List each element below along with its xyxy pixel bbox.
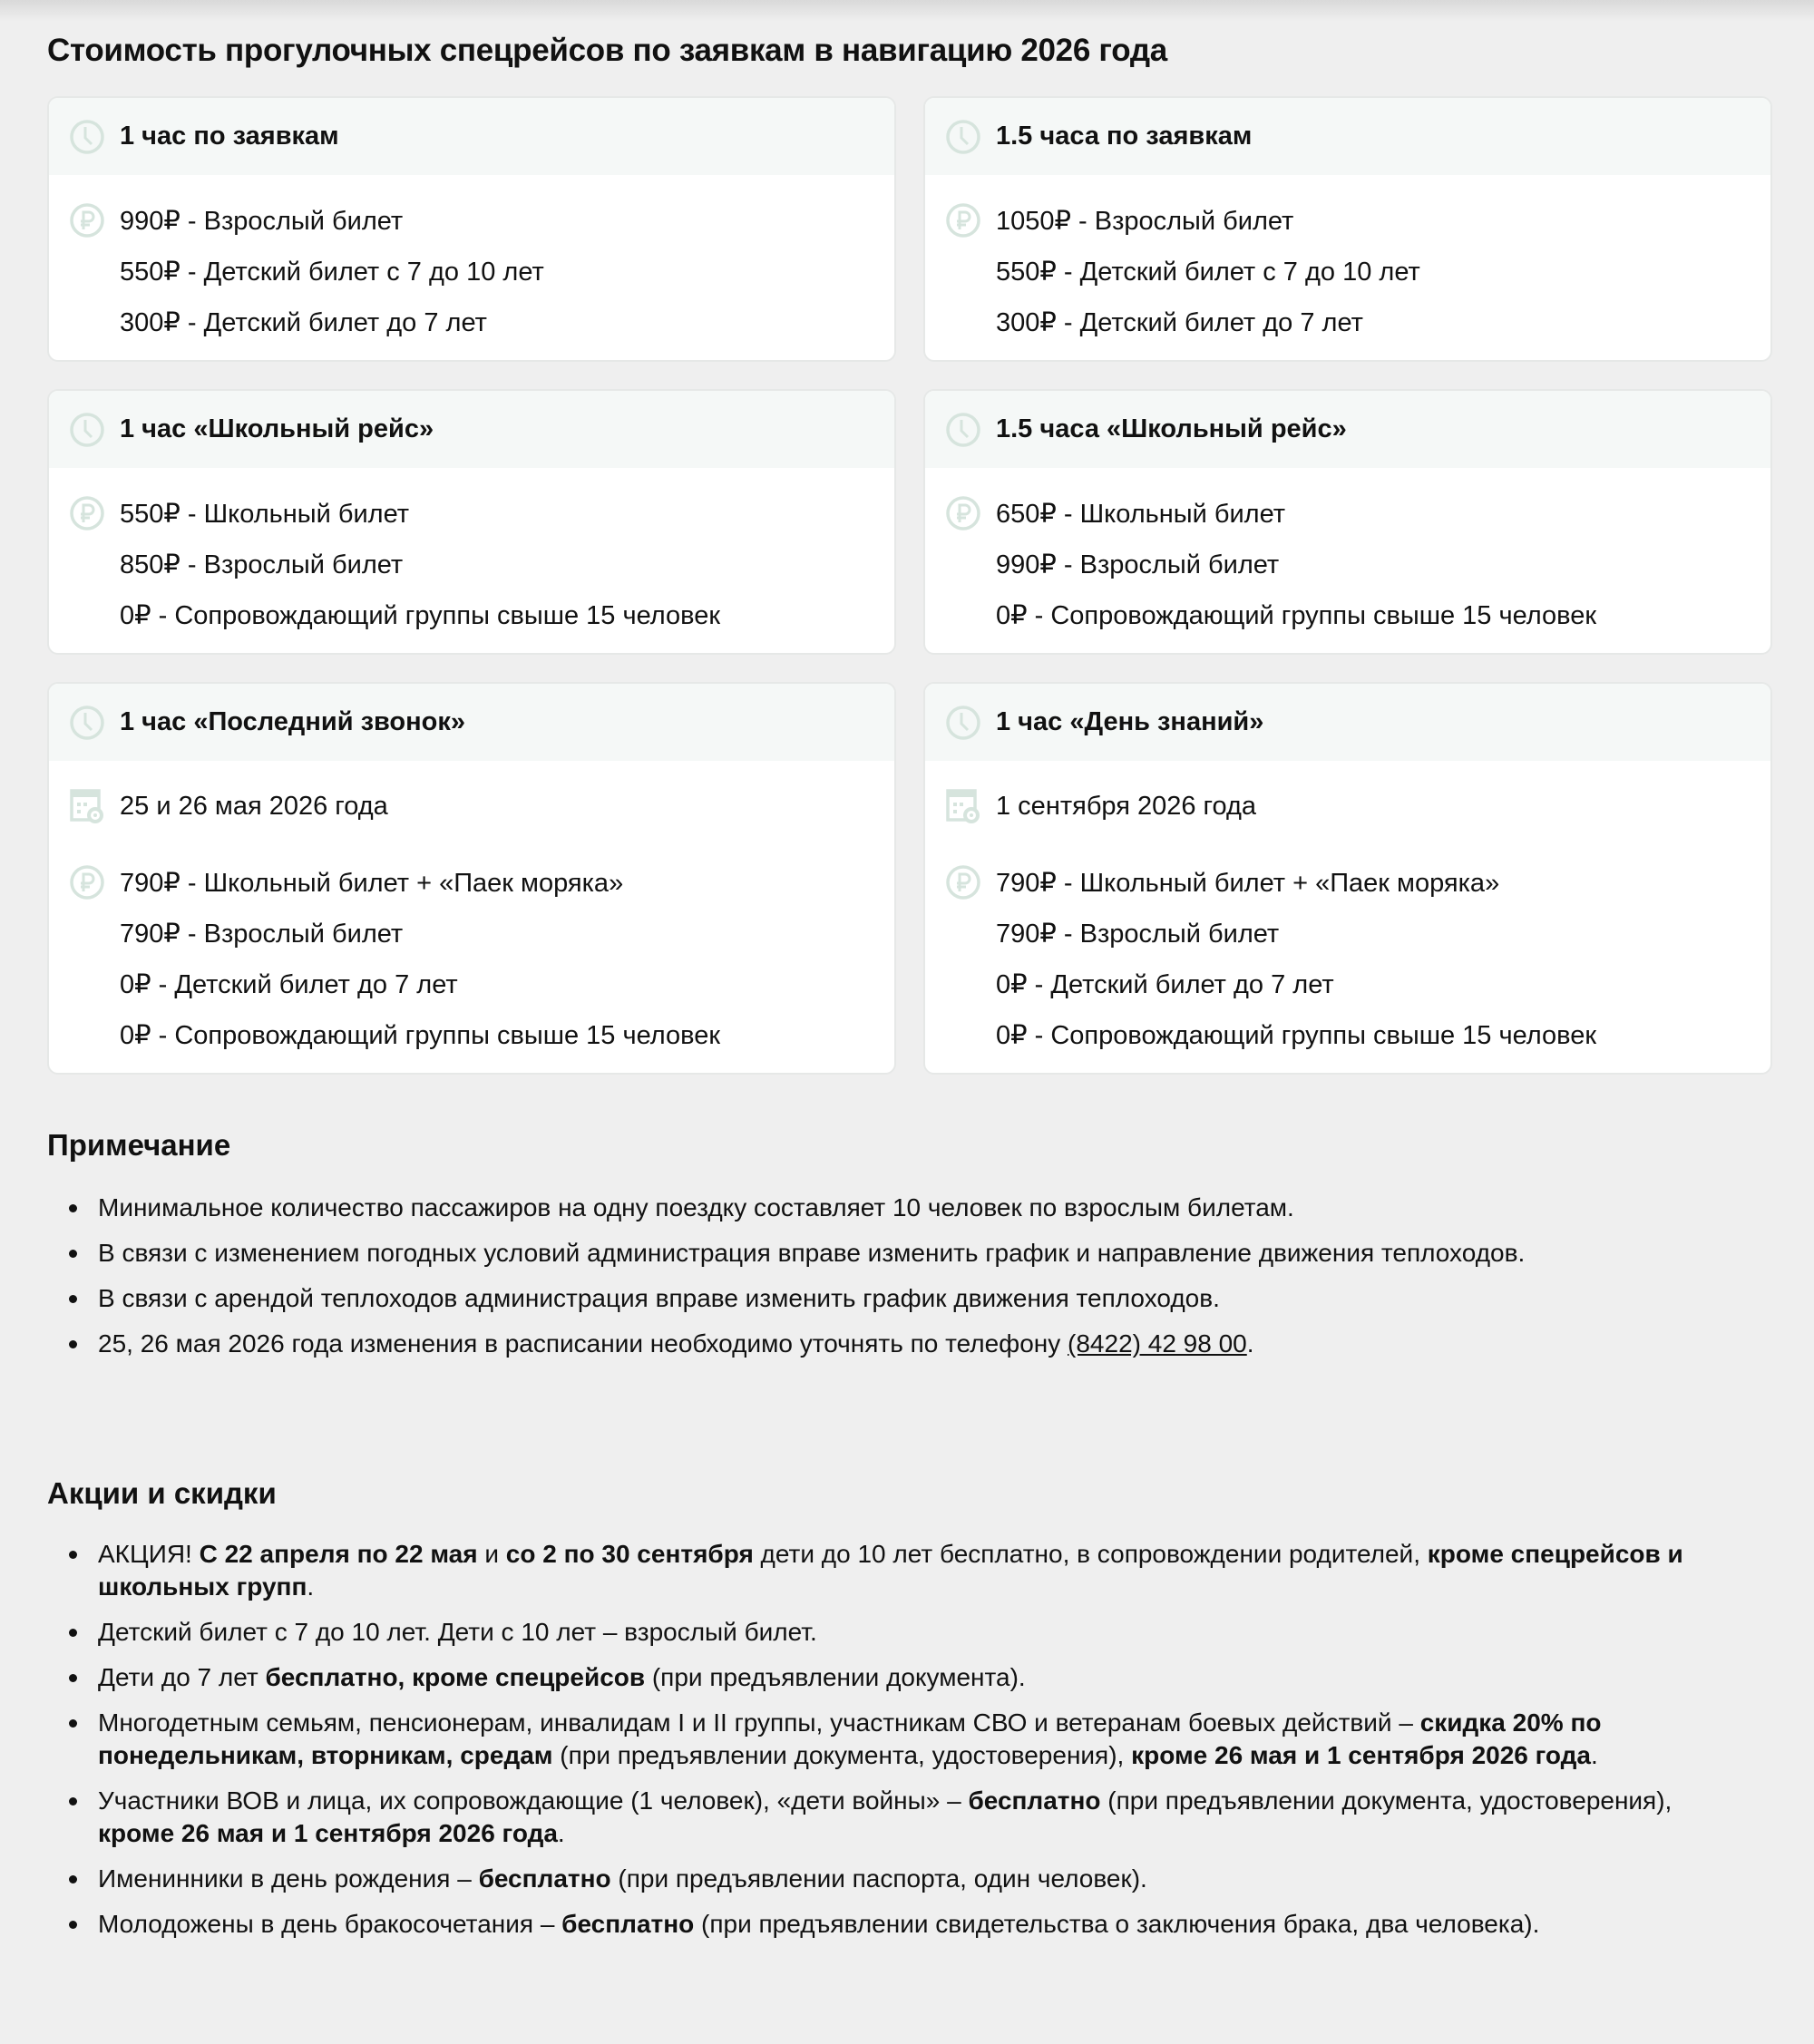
- text-segment: Дети до 7 лет: [98, 1663, 266, 1691]
- icon-spacer: [69, 304, 105, 340]
- top-shadow: [0, 0, 1814, 22]
- ruble-icon: [945, 495, 981, 531]
- note-item: [47, 1192, 1770, 1224]
- card-body: [925, 175, 1770, 360]
- ruble-icon: [945, 864, 981, 900]
- bold-text: бесплатно: [968, 1786, 1101, 1815]
- price-text: 300₽ - Детский билет до 7 лет: [996, 307, 1363, 337]
- bold-text: кроме 26 мая и 1 сентября 2026 года: [98, 1819, 558, 1847]
- price-row: [945, 539, 1770, 589]
- clock-icon: [69, 412, 105, 448]
- card-body: [49, 761, 894, 1073]
- card-body: [925, 468, 1770, 653]
- ruble-icon: [945, 202, 981, 238]
- icon-spacer: [945, 253, 981, 289]
- price-text: 0₽ - Сопровождающий группы свыше 15 человек: [996, 1020, 1597, 1050]
- promo-item: [47, 1616, 1770, 1649]
- card-title: 1 час «Школьный рейс»: [120, 414, 434, 443]
- price-row: [945, 857, 1770, 908]
- text-segment: .: [307, 1572, 315, 1601]
- price-text: 0₽ - Детский билет до 7 лет: [120, 969, 458, 999]
- price-text: 790₽ - Школьный билет + «Паек моряка»: [120, 868, 624, 898]
- promo-item: [47, 1863, 1770, 1895]
- price-card: [923, 389, 1772, 655]
- price-row: [945, 908, 1770, 959]
- card-header: [925, 98, 1770, 175]
- price-row: [69, 488, 894, 539]
- price-row: [945, 959, 1770, 1009]
- promos-list: [47, 1538, 1770, 1953]
- icon-spacer: [945, 1017, 981, 1053]
- promos-title: Акции и скидки: [47, 1476, 277, 1510]
- price-text: 790₽ - Взрослый билет: [996, 919, 1280, 949]
- text-segment: Именинники в день рождения –: [98, 1864, 479, 1893]
- price-text: 550₽ - Школьный билет: [120, 499, 410, 529]
- price-row: [69, 246, 894, 297]
- price-text: 990₽ - Взрослый билет: [996, 550, 1280, 579]
- price-text: 0₽ - Детский билет до 7 лет: [996, 969, 1334, 999]
- icon-spacer: [945, 915, 981, 951]
- bold-text: кроме 26 мая и 1 сентября 2026 года: [1131, 1741, 1592, 1769]
- price-text: 650₽ - Школьный билет: [996, 499, 1286, 529]
- text-segment: дети до 10 лет бесплатно, в сопровождении родителей,: [753, 1540, 1428, 1568]
- notes-list: [47, 1192, 1770, 1373]
- price-text: 550₽ - Детский билет с 7 до 10 лет: [120, 257, 544, 287]
- bold-text: С 22 апреля по 22 мая: [199, 1540, 478, 1568]
- card-header: [49, 684, 894, 761]
- promo-item: [47, 1707, 1770, 1772]
- text-segment: 25, 26 мая 2026 года изменения в расписании необходимо уточнять по телефону: [98, 1329, 1068, 1358]
- price-row: [69, 857, 894, 908]
- card-title: 1 час «День знаний»: [996, 707, 1264, 736]
- card-header: [925, 684, 1770, 761]
- promo-item: [47, 1908, 1770, 1941]
- text-segment: .: [1591, 1741, 1598, 1769]
- price-cards-grid: [47, 96, 1772, 1075]
- icon-spacer: [69, 597, 105, 633]
- ruble-icon: [69, 495, 105, 531]
- price-row: [69, 908, 894, 959]
- icon-spacer: [945, 546, 981, 582]
- clock-icon: [945, 705, 981, 741]
- clock-icon: [69, 705, 105, 741]
- promo-item: [47, 1785, 1770, 1850]
- text-segment: В связи с арендой теплоходов администрация вправе изменить график движения теплоходов.: [98, 1284, 1220, 1312]
- icon-spacer: [69, 966, 105, 1002]
- text-segment: Детский билет с 7 до 10 лет. Дети с 10 лет – взрослый билет.: [98, 1618, 817, 1646]
- price-text: 850₽ - Взрослый билет: [120, 550, 404, 579]
- price-row: [945, 195, 1770, 246]
- price-row: [69, 539, 894, 589]
- price-text: 790₽ - Взрослый билет: [120, 919, 404, 949]
- icon-spacer: [69, 546, 105, 582]
- price-row: [69, 589, 894, 640]
- phone-link[interactable]: (8422) 42 98 00: [1068, 1329, 1247, 1358]
- price-text: 0₽ - Сопровождающий группы свыше 15 человек: [120, 600, 721, 630]
- bold-text: бесплатно, кроме спецрейсов: [265, 1663, 646, 1691]
- text-segment: Молодожены в день бракосочетания –: [98, 1910, 562, 1938]
- promo-item: [47, 1661, 1770, 1694]
- text-segment: (при предъявлении паспорта, один человек).: [610, 1864, 1147, 1893]
- date-text: 1 сентября 2026 года: [996, 791, 1257, 821]
- promo-item: [47, 1538, 1770, 1603]
- price-row: [69, 297, 894, 347]
- card-header: [925, 391, 1770, 468]
- date-row: [69, 781, 894, 832]
- text-segment: .: [557, 1819, 565, 1847]
- text-segment: Минимальное количество пассажиров на одну поездку составляет 10 человек по взрослым билетам.: [98, 1193, 1294, 1222]
- note-item: [47, 1282, 1770, 1315]
- price-row: [945, 246, 1770, 297]
- note-item: [47, 1328, 1770, 1360]
- bold-text: кроме спецрейсов и школьных групп: [98, 1540, 1683, 1601]
- price-row: [69, 195, 894, 246]
- card-body: [925, 761, 1770, 1073]
- note-item: [47, 1237, 1770, 1270]
- price-text: 1050₽ - Взрослый билет: [996, 206, 1294, 236]
- text-segment: Многодетным семьям, пенсионерам, инвалидам I и II группы, участникам СВО и ветеранам боевых действий –: [98, 1708, 1420, 1737]
- card-body: [49, 468, 894, 653]
- ruble-icon: [69, 202, 105, 238]
- page-title: Стоимость прогулочных спецрейсов по заявкам в навигацию 2026 года: [47, 33, 1167, 68]
- text-segment: (при предъявлении свидетельства о заключения брака, два человека).: [694, 1910, 1540, 1938]
- card-body: [49, 175, 894, 360]
- price-row: [945, 297, 1770, 347]
- price-text: 990₽ - Взрослый билет: [120, 206, 404, 236]
- bold-text: бесплатно: [478, 1864, 611, 1893]
- price-text: 790₽ - Школьный билет + «Паек моряка»: [996, 868, 1500, 898]
- clock-icon: [945, 119, 981, 155]
- ruble-icon: [69, 864, 105, 900]
- card-title: 1.5 часа «Школьный рейс»: [996, 414, 1347, 443]
- card-title: 1 час по заявкам: [120, 122, 339, 151]
- text-segment: АКЦИЯ!: [98, 1540, 200, 1568]
- card-title: 1 час «Последний звонок»: [120, 707, 466, 736]
- icon-spacer: [69, 1017, 105, 1053]
- clock-icon: [69, 119, 105, 155]
- calendar-gear-icon: [69, 788, 105, 824]
- price-card: [923, 682, 1772, 1075]
- price-text: 0₽ - Сопровождающий группы свыше 15 человек: [996, 600, 1597, 630]
- price-text: 300₽ - Детский билет до 7 лет: [120, 307, 487, 337]
- price-row: [69, 1009, 894, 1060]
- text-segment: .: [1246, 1329, 1254, 1358]
- card-header: [49, 98, 894, 175]
- text-segment: В связи с изменением погодных условий администрация вправе изменить график и направление движения теплоходов.: [98, 1239, 1526, 1267]
- price-row: [945, 1009, 1770, 1060]
- price-card: [47, 682, 896, 1075]
- icon-spacer: [945, 304, 981, 340]
- icon-spacer: [945, 966, 981, 1002]
- icon-spacer: [69, 253, 105, 289]
- text-segment: Участники ВОВ и лица, их сопровождающие (1 человек), «дети войны» –: [98, 1786, 969, 1815]
- text-segment: (при предъявлении документа, удостоверения),: [552, 1741, 1132, 1769]
- price-card: [47, 389, 896, 655]
- text-segment: и: [477, 1540, 506, 1568]
- price-card: [923, 96, 1772, 362]
- bold-text: со 2 по 30 сентября: [505, 1540, 754, 1568]
- icon-spacer: [945, 597, 981, 633]
- date-text: 25 и 26 мая 2026 года: [120, 791, 388, 821]
- bold-text: скидка 20% по понедельникам, вторникам, средам: [98, 1708, 1602, 1769]
- icon-spacer: [69, 915, 105, 951]
- date-row: [945, 781, 1770, 832]
- card-header: [49, 391, 894, 468]
- price-row: [69, 959, 894, 1009]
- card-title: 1.5 часа по заявкам: [996, 122, 1253, 151]
- price-text: 550₽ - Детский билет с 7 до 10 лет: [996, 257, 1420, 287]
- text-segment: (при предъявлении документа, удостоверения),: [1100, 1786, 1673, 1815]
- calendar-gear-icon: [945, 788, 981, 824]
- price-row: [945, 589, 1770, 640]
- notes-title: Примечание: [47, 1128, 231, 1162]
- price-row: [945, 488, 1770, 539]
- price-text: 0₽ - Сопровождающий группы свыше 15 человек: [120, 1020, 721, 1050]
- price-card: [47, 96, 896, 362]
- clock-icon: [945, 412, 981, 448]
- text-segment: (при предъявлении документа).: [645, 1663, 1026, 1691]
- bold-text: бесплатно: [561, 1910, 695, 1938]
